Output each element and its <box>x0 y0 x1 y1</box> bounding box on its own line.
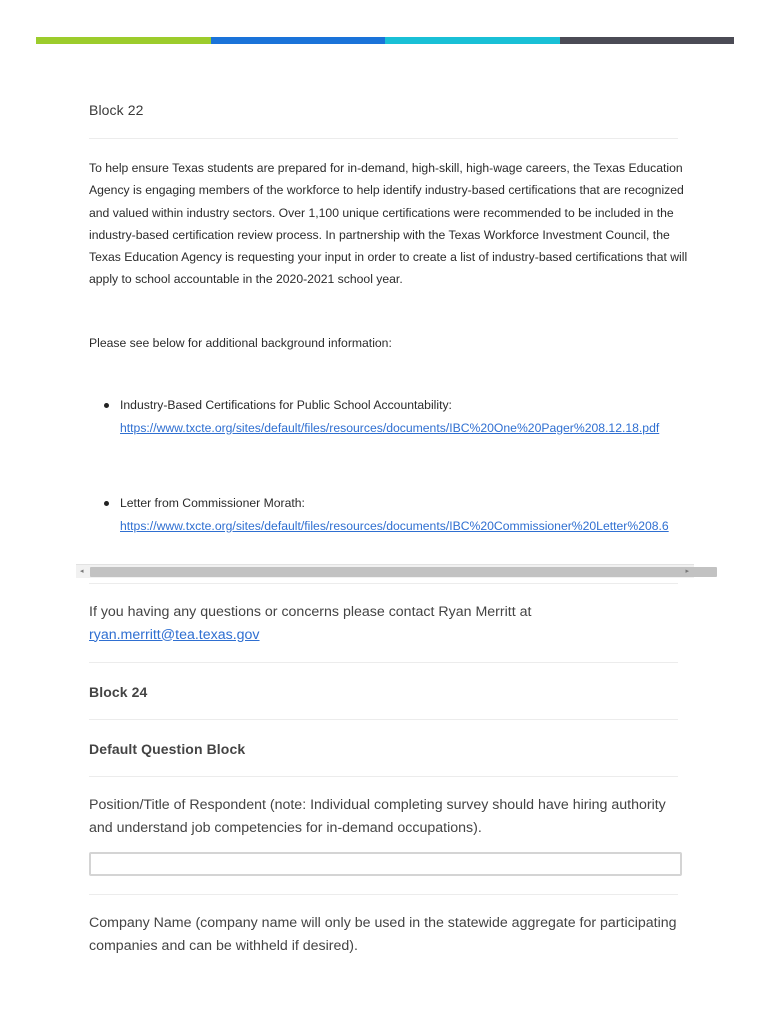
question-position-title: Position/Title of Respondent (note: Individual completing survey should have hiring authority and understand job competencies for in-demand occupations). <box>89 797 666 836</box>
position-title-input[interactable] <box>89 852 682 876</box>
scroll-left-icon[interactable]: ◂ <box>80 568 84 575</box>
contact-text <box>89 601 689 646</box>
separator <box>89 894 678 895</box>
intro-paragraph: To help ensure Texas students are prepared for in-demand, high-skill, high-wage careers, the Texas Education Agency is engaging members of the workforce to help identify industry-based certifications that are recognized and valued within industry sectors. Over 1,100 unique certifications were recommended to be included in the industry-based certification review process. In partnership with the Texas Workforce Investment Council, the Texas Education Agency is requesting your input in order to create a list of industry-based certifications that will apply to school accountable in the 2020-2021 school year. <box>89 161 688 287</box>
progress-segment-gray <box>560 37 735 44</box>
separator <box>89 583 678 584</box>
resource-link-commissioner-letter[interactable]: https://www.txcte.org/sites/default/files/resources/documents/IBC%20Commissioner%20Letter%208.6 <box>120 518 669 533</box>
contact-label: If you having any questions or concerns please contact Ryan Merritt at <box>89 604 532 620</box>
progress-segment-cyan <box>385 37 560 44</box>
resource-link-ibc-one-pager[interactable]: https://www.txcte.org/sites/default/files/resources/documents/IBC%20One%20Pager%208.12.18.pdf <box>120 420 660 435</box>
bullet-icon <box>104 403 109 408</box>
progress-segment-blue <box>211 37 386 44</box>
block-24-title: Block 24 <box>89 684 148 700</box>
scroll-right-icon[interactable]: ▸ <box>685 568 689 575</box>
separator <box>89 662 678 663</box>
resource-label: Industry-Based Certifications for Public School Accountability: <box>120 398 452 412</box>
progress-segment-green <box>36 37 211 44</box>
bullet-icon <box>104 501 109 506</box>
separator <box>89 719 678 720</box>
list-item <box>104 394 694 439</box>
separator <box>89 138 678 139</box>
question-company-name: Company Name (company name will only be used in the statewide aggregate for participating companies and can be withheld if desired). <box>89 915 677 954</box>
progress-bar <box>36 37 734 44</box>
block-22-title: Block 22 <box>89 102 144 118</box>
resource-label: Letter from Commissioner Morath: <box>120 496 305 510</box>
default-question-block-title: Default Question Block <box>89 741 246 757</box>
list-item <box>104 492 694 537</box>
horizontal-scrollbar[interactable] <box>76 564 694 578</box>
scrollbar-thumb[interactable] <box>90 567 717 577</box>
contact-email-link[interactable]: ryan.merritt@tea.texas.gov <box>89 626 260 643</box>
background-info-text: Please see below for additional background information: <box>89 336 392 350</box>
separator <box>89 776 678 777</box>
